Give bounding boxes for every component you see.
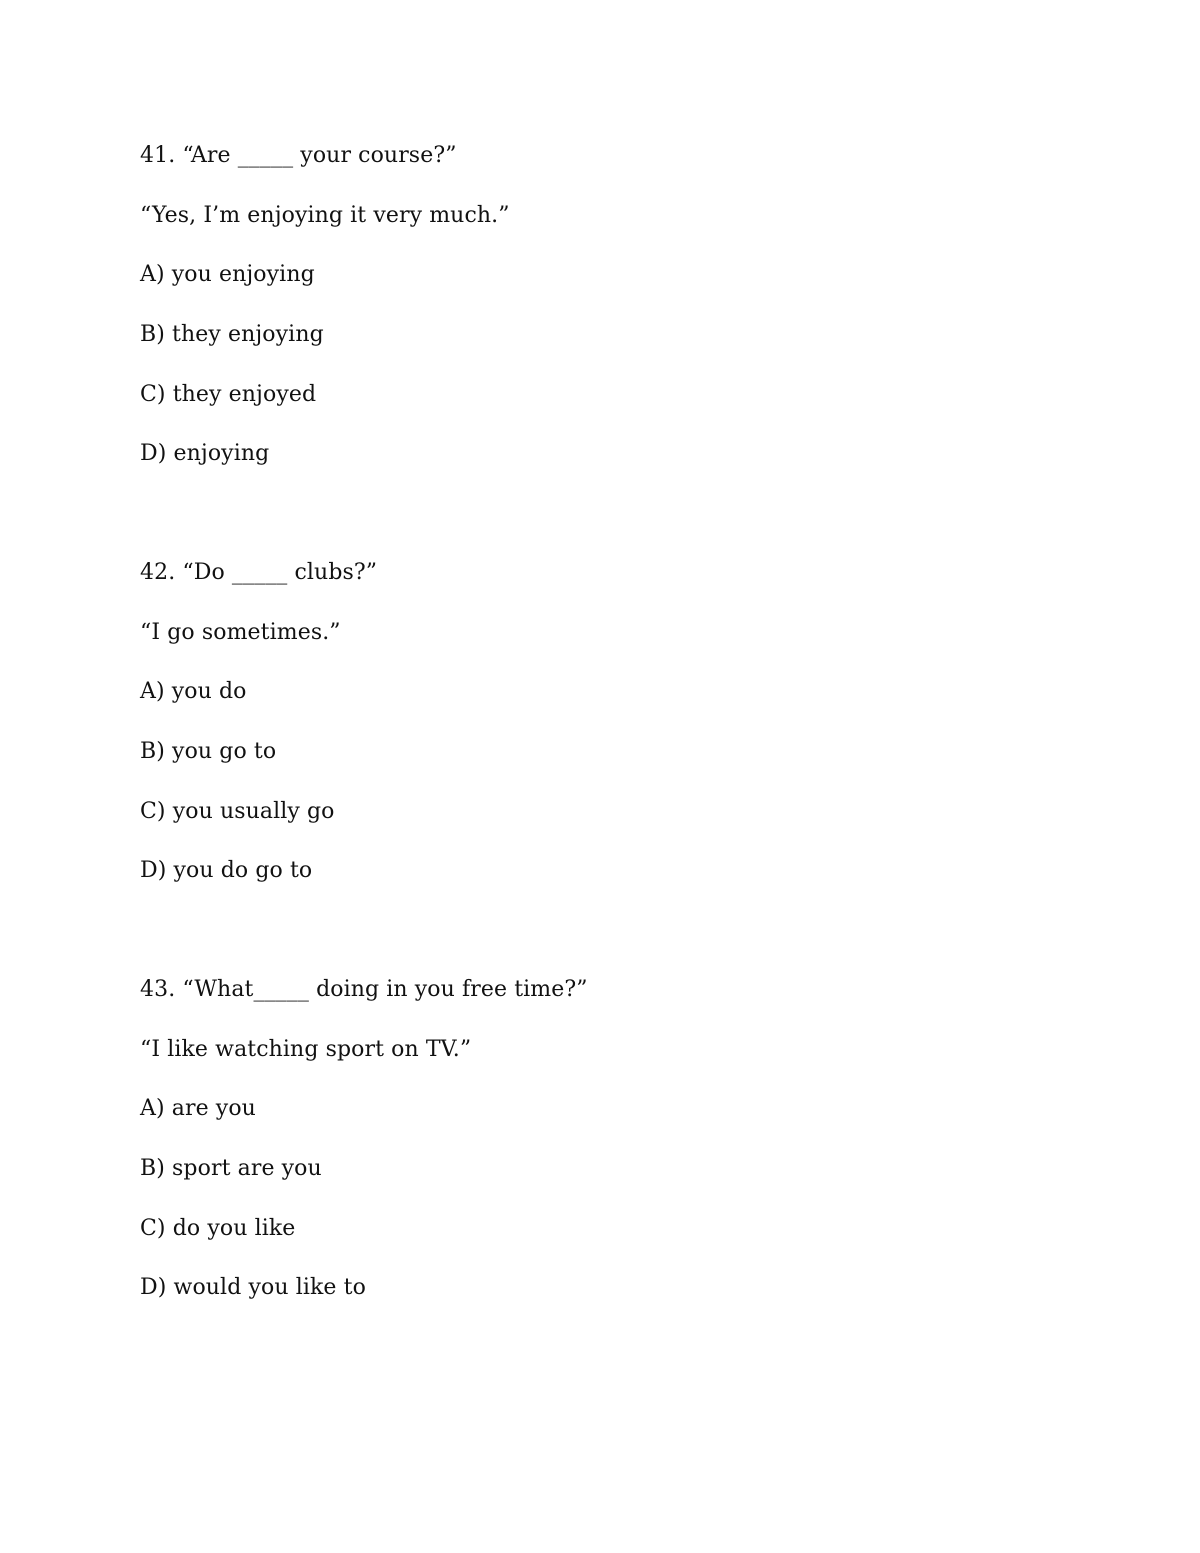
option-d: D) you do go to [140,858,313,884]
option-a: A) are you [140,1096,256,1122]
question-43 [140,975,1040,1333]
question-response: “Yes, I’m enjoying it very much.” [140,202,510,228]
option-b: B) sport are you [140,1156,322,1182]
option-a: A) you do [140,679,247,705]
option-c: C) do you like [140,1215,296,1241]
option-b: B) you go to [140,739,277,765]
question-response: “I like watching sport on TV.” [140,1036,472,1062]
option-c: C) they enjoyed [140,381,317,407]
question-42 [140,558,1040,916]
option-d: D) would you like to [140,1275,366,1301]
option-a: A) you enjoying [140,262,315,288]
question-response: “I go sometimes.” [140,619,341,645]
question-prompt: 42. “Do _____ clubs?” [140,560,378,585]
question-prompt: 41. “Are _____ your course?” [140,143,457,168]
option-d: D) enjoying [140,441,270,467]
question-prompt: 43. “What_____ doing in you free time?” [140,977,588,1002]
option-b: B) they enjoying [140,322,324,348]
option-c: C) you usually go [140,798,335,824]
question-41 [140,141,1040,499]
